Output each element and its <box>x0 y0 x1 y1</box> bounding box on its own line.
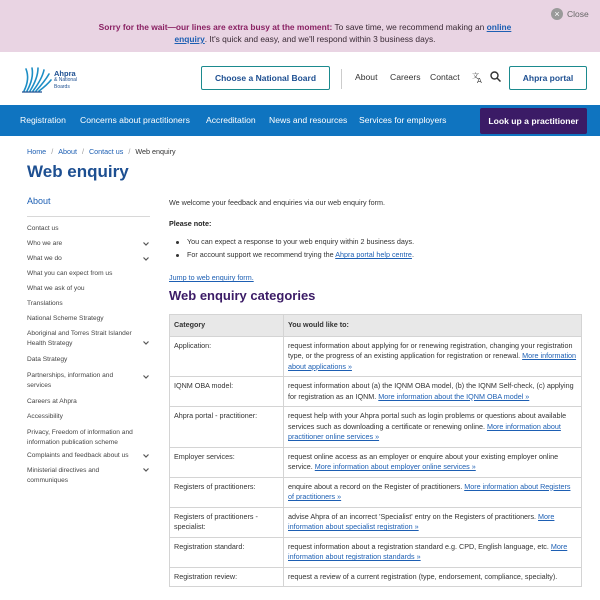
table-row <box>170 407 582 448</box>
category-cell: Employer services: <box>170 447 284 477</box>
close-icon: × <box>551 8 563 20</box>
sidebar-item-complaints[interactable] <box>27 452 150 460</box>
sidebar-item-careers[interactable] <box>27 398 150 406</box>
table-header-row <box>170 315 582 337</box>
header-divider <box>341 69 342 89</box>
nav-news[interactable]: News and resources <box>269 115 348 125</box>
sidebar-item-who-we-are[interactable] <box>27 240 150 248</box>
chevron-down-icon[interactable] <box>142 466 150 474</box>
portal-help-centre-link[interactable]: Ahpra portal help centre <box>335 250 412 259</box>
sidebar-item-what-you-can-expect[interactable] <box>27 270 150 278</box>
svg-text:文: 文 <box>472 72 479 80</box>
nav-accreditation[interactable]: Accreditation <box>206 115 256 125</box>
sidebar-item-privacy-foi[interactable] <box>27 428 150 447</box>
logo-text <box>54 70 77 91</box>
banner-bold-text: Sorry for the wait—our lines are extra busy at the moment: <box>98 22 333 32</box>
breadcrumb-contact[interactable]: Contact us <box>88 147 124 156</box>
logo-fan-icon <box>20 65 52 95</box>
banner-message <box>90 21 520 45</box>
sidebar-item-label: Who we are <box>27 240 63 247</box>
logo-sub1: & National <box>54 76 78 83</box>
more-info-link[interactable]: More information about Registers of practitioners » <box>288 481 571 501</box>
category-cell: Registers of practitioners - specialist: <box>170 507 284 537</box>
more-info-link[interactable]: More information about employer online services » <box>314 462 476 471</box>
bullet-text: You can expect a response to your web enquiry within 2 business days. <box>187 237 415 246</box>
description-cell <box>284 507 582 537</box>
sidebar-item-atsi-health-strategy[interactable] <box>27 329 150 349</box>
ahpra-logo[interactable] <box>20 65 90 95</box>
main-navigation <box>0 105 600 136</box>
category-cell: IQNM OBA model: <box>170 377 284 407</box>
description-cell <box>284 567 582 587</box>
jump-link-wrap <box>169 273 254 282</box>
search-icon[interactable] <box>490 71 501 82</box>
sidebar-item-label: Complaints and feedback about us <box>27 452 129 459</box>
breadcrumb-separator: / <box>81 147 84 156</box>
chevron-down-icon[interactable] <box>142 373 150 381</box>
description-cell <box>284 447 582 477</box>
note-list <box>176 237 414 263</box>
sidebar-item-label: What we ask of you <box>27 285 85 292</box>
about-link[interactable]: About <box>355 72 378 82</box>
description-cell <box>284 537 582 567</box>
sidebar-item-accessibility[interactable] <box>27 413 150 421</box>
sidebar-item-label: Data Strategy <box>27 356 68 363</box>
sidebar-item-label: Accessibility <box>27 413 63 420</box>
sidebar-item-label: What we do <box>27 255 62 262</box>
chevron-down-icon[interactable] <box>142 240 150 248</box>
jump-to-form-link[interactable]: Jump to web enquiry form. <box>169 273 254 282</box>
intro-text: We welcome your feedback and enquiries via our web enquiry form. <box>169 198 386 207</box>
close-label: Close <box>567 9 589 19</box>
sidebar-item-label: Ministerial directives and communiques <box>27 467 100 484</box>
table-row <box>170 336 582 377</box>
alert-banner <box>0 0 600 52</box>
note-heading: Please note: <box>169 219 212 228</box>
logo-sub2: Boards <box>54 83 70 90</box>
sidebar-heading[interactable]: About <box>27 196 51 206</box>
banner-text-after: . It's quick and easy, and we'll respond within 3 business days. <box>204 34 436 44</box>
description-text: request online access as an employer or enquire about your existing employer online service. <box>288 451 559 471</box>
description-text: request information about a registration standard e.g. CPD, English language, etc. <box>288 541 551 551</box>
category-cell: Registration standard: <box>170 537 284 567</box>
description-text: request help with your Ahpra portal such as login problems or questions about available services such as downloading a certificate or renewing online. <box>288 411 567 431</box>
category-cell: Registration review: <box>170 567 284 587</box>
description-text: request a review of a current registration (type, endorsement, compliance, specialty). <box>288 571 558 581</box>
look-up-practitioner-button[interactable]: Look up a practitioner <box>480 108 587 134</box>
table-row <box>170 567 582 587</box>
description-text: request information about (a) the IQNM OBA model, (b) the IQNM Self-check, (c) applying for registration as an IQNM. <box>288 381 574 401</box>
breadcrumb-separator: / <box>128 147 131 156</box>
careers-link[interactable]: Careers <box>390 72 421 82</box>
chevron-down-icon[interactable] <box>142 452 150 460</box>
sidebar-item-what-we-do[interactable] <box>27 255 150 263</box>
breadcrumb-home[interactable]: Home <box>27 147 47 156</box>
sidebar-item-contact-us[interactable] <box>27 225 150 233</box>
breadcrumb-about[interactable]: About <box>58 147 77 156</box>
nav-services-employers[interactable]: Services for employers <box>359 115 447 125</box>
sidebar-item-label: National Scheme Strategy <box>27 315 104 322</box>
site-header <box>0 52 600 105</box>
description-cell <box>284 477 582 507</box>
online-enquiry-link[interactable]: online enquiry <box>174 22 512 44</box>
contact-link[interactable]: Contact <box>430 72 460 82</box>
description-cell <box>284 336 582 377</box>
page-title: Web enquiry <box>27 162 129 181</box>
description-text: enquire about a record on the Register of practitioners. <box>288 481 465 491</box>
bullet-text: For account support we recommend trying the <box>187 250 336 259</box>
list-item <box>176 237 414 247</box>
choose-national-board-button[interactable]: Choose a National Board <box>201 66 330 90</box>
close-banner-button[interactable] <box>551 8 589 20</box>
category-cell: Application: <box>170 336 284 377</box>
ahpra-portal-button[interactable]: Ahpra portal <box>509 66 587 90</box>
description-cell <box>284 407 582 448</box>
breadcrumb-separator: / <box>51 147 54 156</box>
translate-icon[interactable] <box>472 70 484 84</box>
more-info-link[interactable]: More information about registration standards » <box>288 541 568 561</box>
category-cell: Ahpra portal - practitioner: <box>170 407 284 448</box>
sidebar-item-translations[interactable] <box>27 300 150 308</box>
table-row <box>170 477 582 507</box>
categories-table <box>169 314 582 587</box>
more-info-link[interactable]: More information about practitioner online services » <box>288 421 561 441</box>
table-row <box>170 447 582 477</box>
table-row <box>170 377 582 407</box>
sidebar-item-label: Partnerships, information and services <box>27 372 114 389</box>
breadcrumb-current: Web enquiry <box>135 147 176 156</box>
sidebar-item-what-we-ask[interactable] <box>27 285 150 293</box>
breadcrumb <box>27 147 176 156</box>
description-cell <box>284 377 582 407</box>
table-row <box>170 507 582 537</box>
chevron-down-icon[interactable] <box>142 339 150 347</box>
sidebar-divider <box>27 216 150 217</box>
sidebar-item-label: Translations <box>27 300 63 307</box>
sidebar <box>27 196 150 485</box>
logo-title: Ahpra <box>54 68 76 78</box>
sidebar-item-national-scheme-strategy[interactable] <box>27 315 150 323</box>
chevron-down-icon[interactable] <box>142 255 150 263</box>
sidebar-item-partnerships[interactable] <box>27 371 150 391</box>
sidebar-item-label: Careers at Ahpra <box>27 398 77 405</box>
category-cell: Registers of practitioners: <box>170 477 284 507</box>
main-content <box>169 198 582 581</box>
table-row <box>170 537 582 567</box>
sidebar-item-label: Contact us <box>27 225 59 232</box>
banner-text-before: To save time, we recommend making an <box>332 22 487 32</box>
svg-text:A: A <box>477 77 482 84</box>
nav-registration[interactable]: Registration <box>20 115 66 125</box>
sidebar-item-label: Aboriginal and Torres Strait Islander Health Strategy <box>27 330 132 347</box>
nav-concerns[interactable]: Concerns about practitioners <box>80 115 190 125</box>
column-header-action: You would like to: <box>284 315 582 337</box>
sidebar-item-ministerial-directives[interactable] <box>27 466 150 485</box>
column-header-category: Category <box>170 315 284 337</box>
more-info-link[interactable]: More information about specialist registration » <box>288 511 555 531</box>
sidebar-item-data-strategy[interactable] <box>27 356 150 364</box>
more-info-link[interactable]: More information about applications » <box>288 351 577 371</box>
description-text: request information about applying for or renewing registration, changing your registration type, or the progress of an existing application for registration or renewal. <box>288 340 573 360</box>
bullet-text-end: . <box>411 250 414 259</box>
sidebar-item-label: What you can expect from us <box>27 270 113 277</box>
list-item <box>176 250 414 260</box>
description-text: advise Ahpra of an incorrect 'Specialist' entry on the Registers of practitioners. <box>288 511 539 521</box>
more-info-link[interactable]: More information about the IQNM OBA model » <box>378 391 530 401</box>
categories-heading: Web enquiry categories <box>169 288 316 303</box>
sidebar-item-label: Privacy, Freedom of information and information publication scheme <box>27 429 133 446</box>
